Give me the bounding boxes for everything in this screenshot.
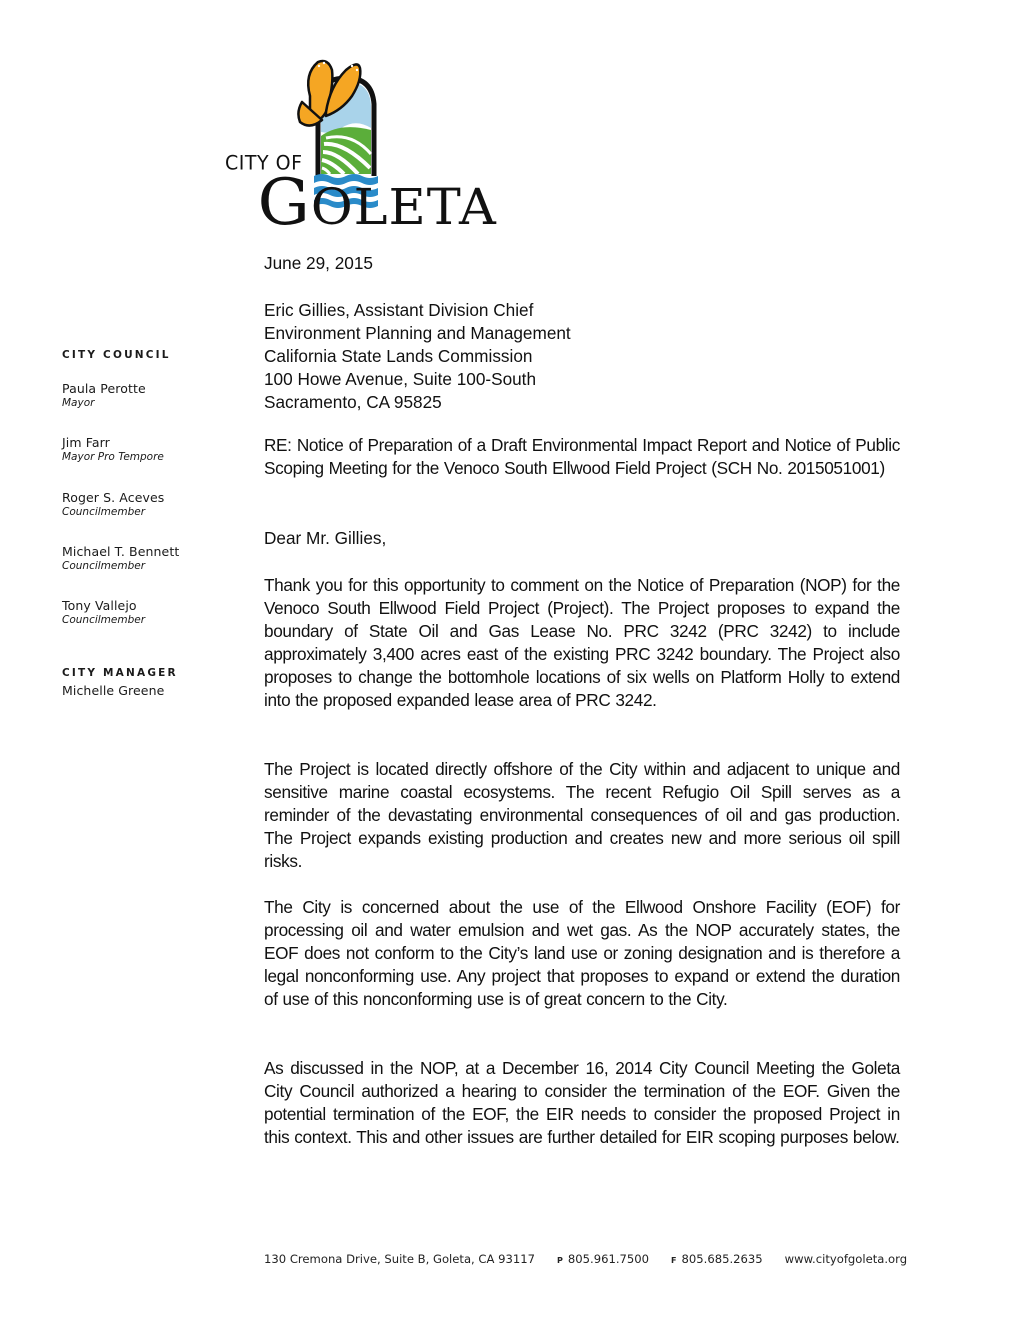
recipient-line: Eric Gillies, Assistant Division Chief [264, 300, 534, 320]
paragraph: The Project is located directly offshore of the City within and adjacent to unique and sensitive marine coastal ecosystems. The recent Refugio Oil Spill serves as a reminder of the devastating environmental consequences of oil and gas production. The Project expands existing production and creates new and more serious oil spill risks. [264, 759, 900, 871]
council-member [62, 381, 146, 410]
footer-address: 130 Cremona Drive, Suite B, Goleta, CA 93117 [264, 1252, 536, 1266]
council-member [62, 490, 164, 519]
city-manager-heading: CITY MANAGER [62, 667, 178, 679]
fax-label: F [671, 1256, 677, 1265]
footer-fax: 805.685.2635 [681, 1252, 763, 1266]
council-member-role: Mayor [62, 397, 95, 409]
logo-goleta-rest: OLETA [310, 178, 497, 236]
letter-date: June 29, 2015 [264, 253, 373, 273]
council-member-name: Roger S. Aceves [62, 490, 165, 505]
recipient-line: Sacramento, CA 95825 [264, 392, 442, 412]
council-member-role: Councilmember [62, 506, 146, 518]
council-member [62, 435, 164, 464]
council-member [62, 544, 179, 573]
recipient-line: California State Lands Commission [264, 346, 533, 366]
council-member-name: Paula Perotte [62, 381, 146, 396]
city-council-heading: CITY COUNCIL [62, 349, 171, 361]
city-of-goleta-logo [222, 56, 497, 240]
letterhead-footer [264, 1252, 924, 1266]
recipient-line: Environment Planning and Management [264, 323, 571, 343]
council-member [62, 598, 145, 627]
footer-phone: 805.961.7500 [567, 1252, 650, 1266]
city-manager-name: Michelle Greene [62, 683, 165, 698]
council-member-role: Councilmember [62, 614, 146, 626]
phone-label: P [557, 1256, 563, 1265]
recipient-line: 100 Howe Avenue, Suite 100-South [264, 369, 537, 389]
council-member-name: Jim Farr [62, 435, 110, 450]
council-member-role: Councilmember [62, 560, 146, 572]
council-member-name: Michael T. Bennett [62, 544, 180, 559]
logo-goleta-text [257, 166, 497, 240]
paragraph: Thank you for this opportunity to comment on the Notice of Preparation (NOP) for the Venoco South Ellwood Field Project (Project). The Project proposes to expand the boundary of State Oil and Gas Lease No. PRC 3242 (PRC 3242) to include approximately 3,400 acres east of the existing PRC 3242 boundary. The Project also proposes to change the bottomhole locations of six wells on Platform Holly to extend into the proposed expanded lease area of PRC 3242. [264, 575, 900, 710]
subject-line: RE: Notice of Preparation of a Draft Environmental Impact Report and Notice of Public Scoping Meeting for the Venoco South Ellwood Field Project (SCH No. 2015051001) [264, 435, 900, 478]
logo-city-of-text: CITY OF [225, 151, 303, 175]
council-member-role: Mayor Pro Tempore [62, 451, 164, 463]
footer-website-link[interactable]: www.cityofgoleta.org [784, 1252, 908, 1266]
council-member-name: Tony Vallejo [62, 598, 137, 613]
salutation: Dear Mr. Gillies, [264, 528, 387, 548]
paragraph: The City is concerned about the use of the Ellwood Onshore Facility (EOF) for processing oil and water emulsion and wet gas. As the NOP accurately states, the EOF does not conform to the City’s land use or zoning designation and is therefore a legal nonconforming use. Any project that proposes to expand or extend the duration of use of this nonconforming use is of great concern to the City. [264, 897, 900, 1009]
paragraph: As discussed in the NOP, at a December 16, 2014 City Council Meeting the Goleta City Council authorized a hearing to consider the termination of the EOF. Given the potential termination of the EOF, the EIR needs to consider the proposed Project in this context. This and other issues are further detailed for EIR scoping purposes below. [264, 1058, 900, 1147]
recipient-address [264, 299, 900, 414]
logo-goleta-initial: G [257, 166, 311, 240]
